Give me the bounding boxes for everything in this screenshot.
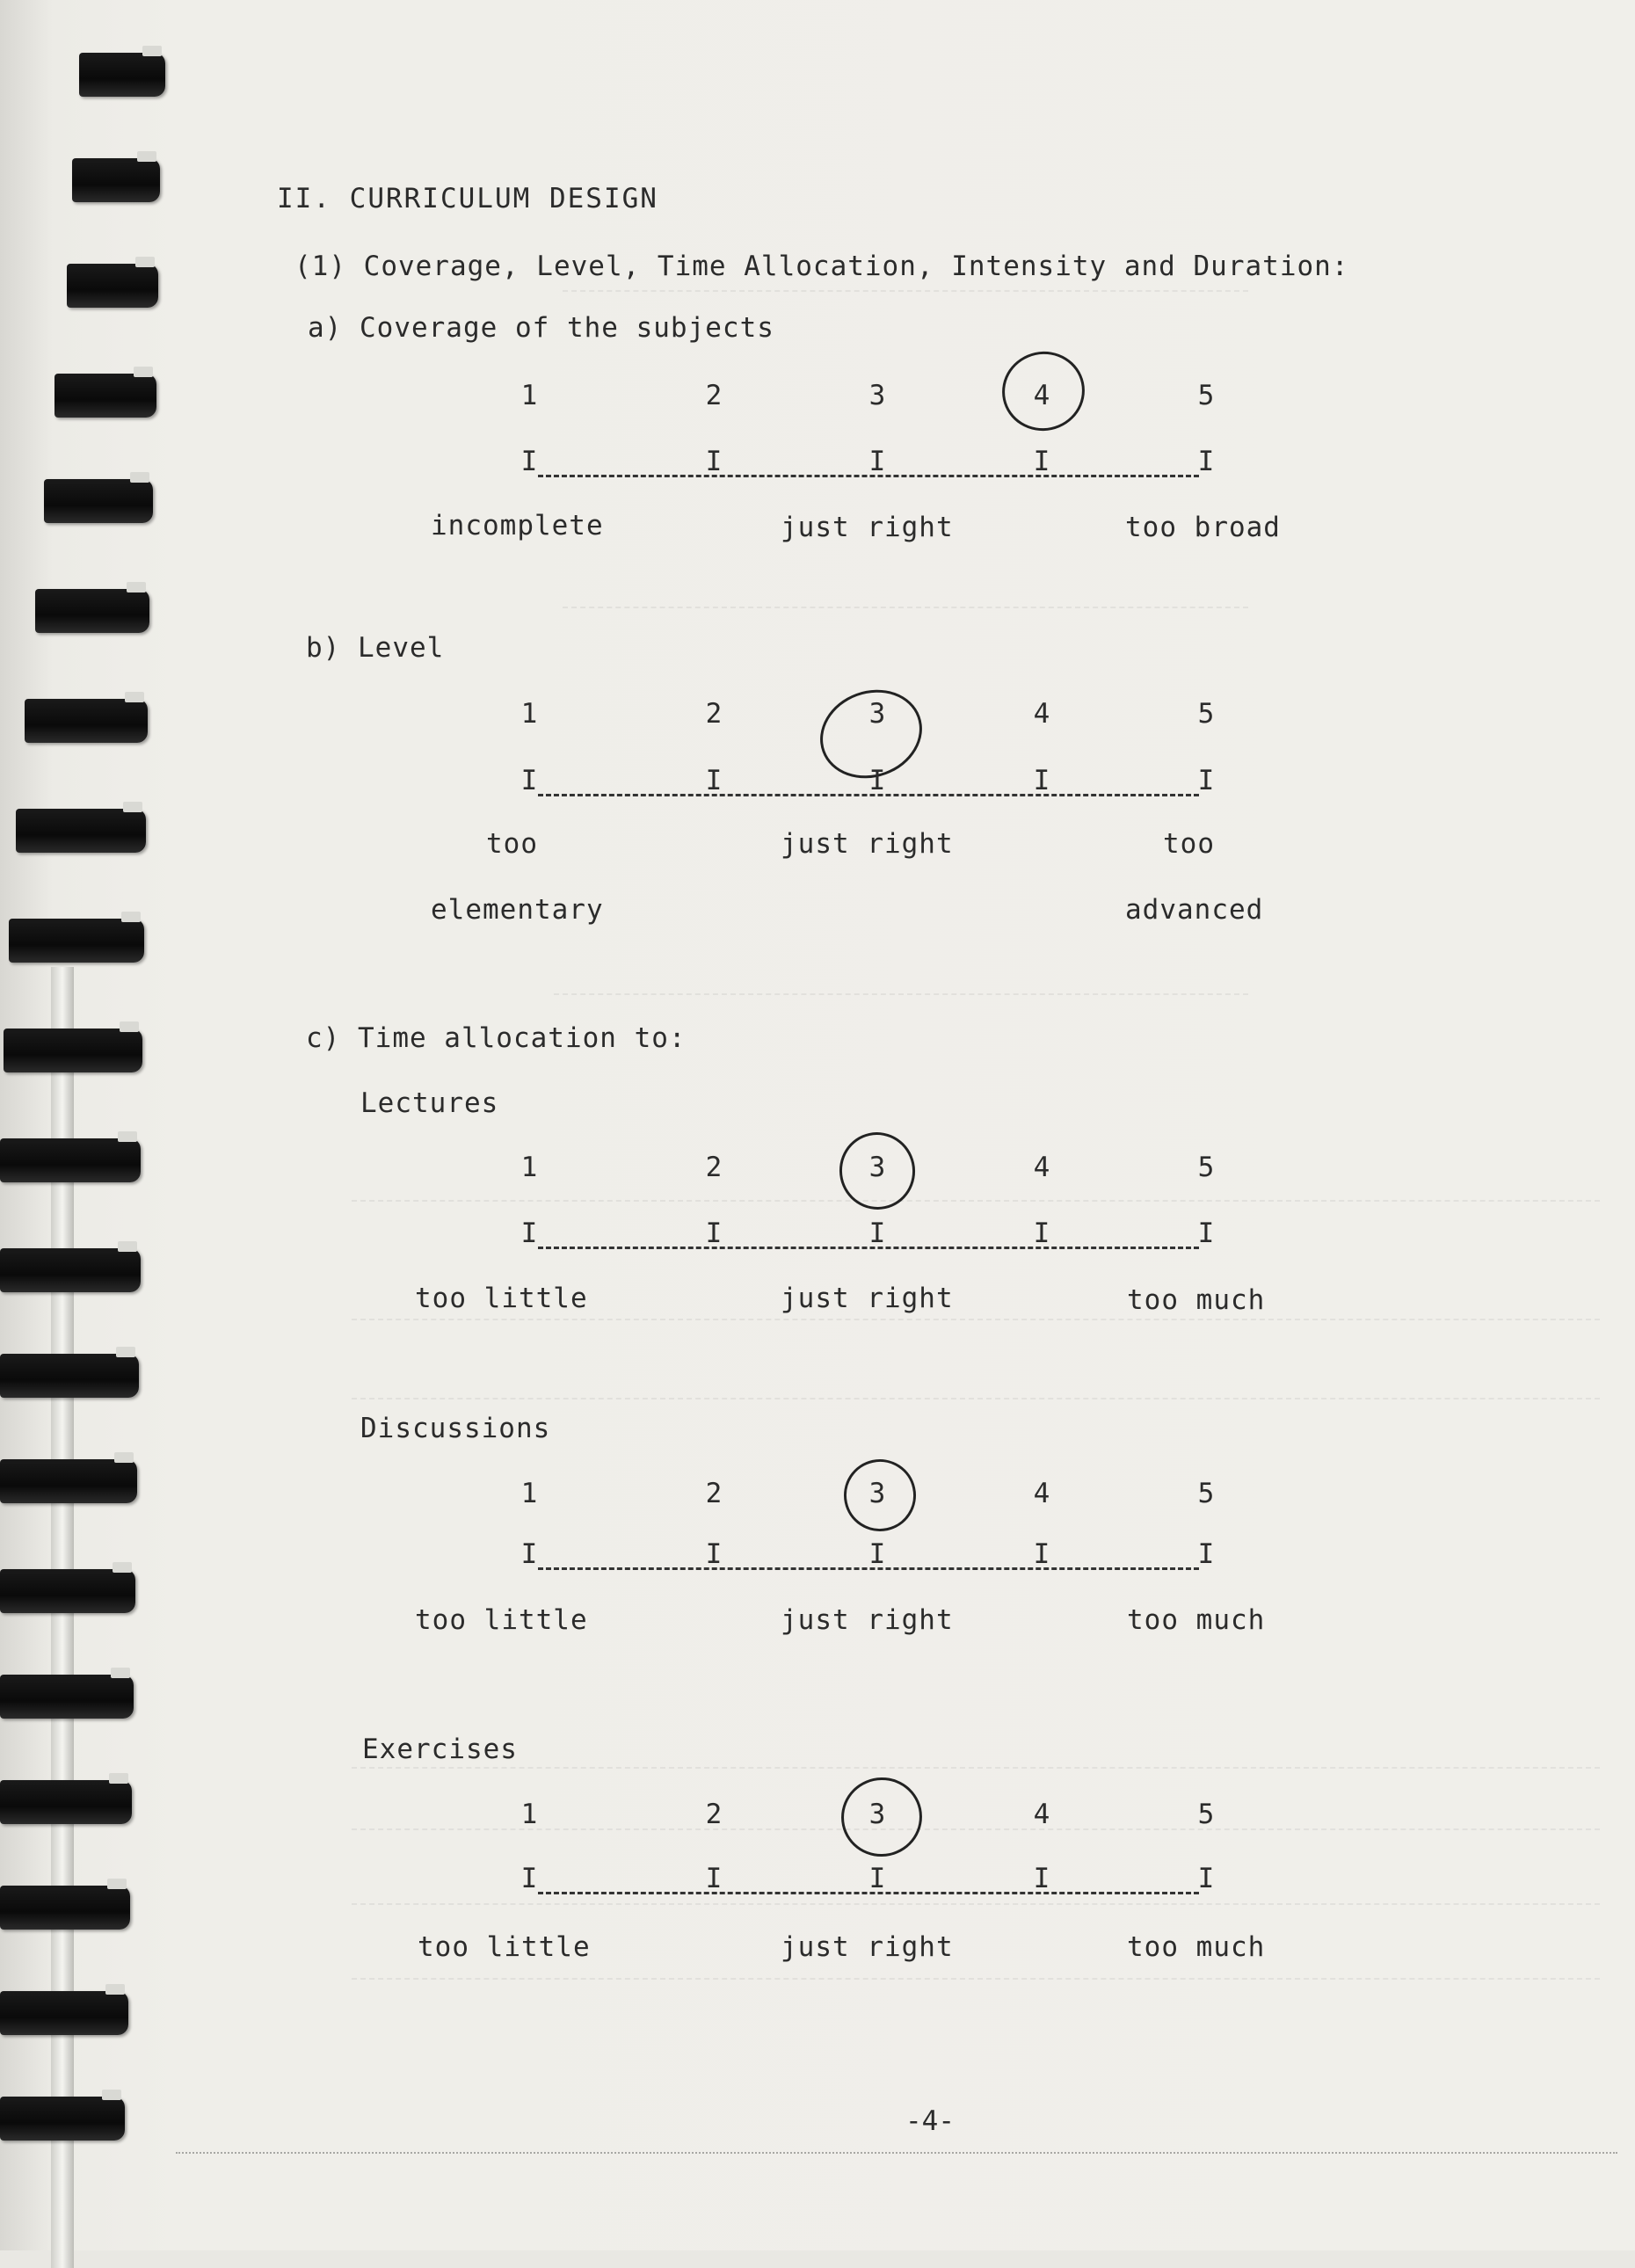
scale-tick: I <box>705 1863 723 1894</box>
subheading-exercises: Exercises <box>362 1734 518 1765</box>
bleed-through-line <box>352 1398 1600 1399</box>
bleed-through-line <box>352 1978 1600 1980</box>
scale-number-4: 4 <box>1033 1478 1050 1509</box>
bleed-through-line <box>352 1319 1600 1320</box>
scale-number-1: 1 <box>520 1799 538 1830</box>
anchor-right: too broad <box>1125 512 1281 543</box>
anchor-middle: just right <box>781 1604 954 1636</box>
item-heading-time-allocation: c) Time allocation to: <box>306 1022 687 1054</box>
scale-number-1: 1 <box>520 380 538 411</box>
scale-tick: I <box>705 765 723 796</box>
spiral-binding <box>0 35 176 2233</box>
scale-tick: I <box>1033 765 1050 796</box>
binding-ring <box>35 589 149 633</box>
scale-number-2: 2 <box>705 1478 723 1509</box>
scale-line <box>538 1567 1199 1570</box>
anchor-left: too <box>486 828 538 860</box>
binding-ring <box>0 2097 125 2141</box>
scale-number-3: 3 <box>868 1478 886 1509</box>
anchor-middle: just right <box>781 1931 954 1963</box>
anchor-left-line2: elementary <box>431 894 604 926</box>
scale-tick: I <box>520 1538 538 1570</box>
binding-ring <box>0 1886 130 1930</box>
scale-tick: I <box>1197 765 1215 796</box>
bleed-through-line <box>563 290 1248 292</box>
scale-number-4: 4 <box>1033 698 1050 730</box>
scale-number-4: 4 <box>1033 1152 1050 1183</box>
item-heading-level: b) Level <box>306 632 445 664</box>
scale-tick: I <box>868 1538 886 1570</box>
binding-ring <box>4 1029 142 1072</box>
binding-ring <box>0 1248 141 1292</box>
scale-number-2: 2 <box>705 1152 723 1183</box>
binding-ring <box>72 158 160 202</box>
scale-number-2: 2 <box>705 1799 723 1830</box>
scale-tick: I <box>1033 1218 1050 1249</box>
scale-number-5: 5 <box>1197 380 1215 411</box>
scale-number-4: 4 <box>1033 1799 1050 1830</box>
section-title: II. CURRICULUM DESIGN <box>277 183 658 214</box>
binding-ring <box>44 479 153 523</box>
scale-tick: I <box>1197 1538 1215 1570</box>
bleed-through-line <box>352 1828 1600 1830</box>
anchor-right-line2: advanced <box>1125 894 1264 926</box>
page-number: -4- <box>905 2105 955 2137</box>
selected-rating-circle <box>995 344 1093 439</box>
anchor-left: too little <box>415 1604 588 1636</box>
selected-rating-circle <box>832 1125 922 1217</box>
scale-line <box>538 475 1199 477</box>
binding-ring <box>67 264 158 308</box>
selected-rating-circle <box>837 1452 922 1537</box>
scale-number-3: 3 <box>868 698 886 730</box>
scale-tick: I <box>520 765 538 796</box>
binding-ring <box>0 1675 134 1719</box>
binding-ring <box>25 699 148 743</box>
scale-number-2: 2 <box>705 698 723 730</box>
binding-ring <box>0 1354 139 1398</box>
anchor-right: too much <box>1127 1284 1266 1316</box>
subheading-lectures: Lectures <box>360 1087 499 1119</box>
scale-tick: I <box>705 446 723 477</box>
binding-ring <box>0 1780 132 1824</box>
anchor-middle: just right <box>781 1283 954 1314</box>
scale-number-2: 2 <box>705 380 723 411</box>
subheading-discussions: Discussions <box>360 1413 551 1444</box>
scale-tick: I <box>520 446 538 477</box>
selected-rating-circle <box>834 1770 930 1864</box>
bleed-through-line <box>352 1200 1600 1202</box>
scale-tick: I <box>1033 1538 1050 1570</box>
anchor-left: too little <box>418 1931 591 1963</box>
scale-number-5: 5 <box>1197 698 1215 730</box>
bleed-through-line <box>554 993 1248 995</box>
scale-number-5: 5 <box>1197 1152 1215 1183</box>
binding-ring <box>54 374 156 418</box>
scale-number-3: 3 <box>868 1152 886 1183</box>
anchor-left: incomplete <box>431 510 604 542</box>
scale-tick: I <box>1033 446 1050 477</box>
scale-tick: I <box>705 1218 723 1249</box>
scale-number-1: 1 <box>520 1478 538 1509</box>
scale-number-3: 3 <box>868 1799 886 1830</box>
scale-tick: I <box>1033 1863 1050 1894</box>
scale-tick: I <box>868 1863 886 1894</box>
subsection-title: (1) Coverage, Level, Time Allocation, Intensity and Duration: <box>294 251 1349 282</box>
scale-tick: I <box>868 765 886 796</box>
binding-ring <box>16 809 146 853</box>
anchor-right: too much <box>1127 1931 1266 1963</box>
binding-ring <box>0 1569 135 1613</box>
scale-tick: I <box>868 1218 886 1249</box>
scale-tick: I <box>705 1538 723 1570</box>
bleed-through-line <box>563 607 1248 608</box>
binding-ring <box>0 1138 141 1182</box>
scale-tick: I <box>520 1218 538 1249</box>
bottom-edge-rule <box>176 2152 1617 2154</box>
scale-line <box>538 1247 1199 1249</box>
scale-number-1: 1 <box>520 698 538 730</box>
anchor-left: too little <box>415 1283 588 1314</box>
scale-tick: I <box>520 1863 538 1894</box>
anchor-right: too much <box>1127 1604 1266 1636</box>
scale-tick: I <box>1197 1863 1215 1894</box>
binding-ring <box>9 919 144 963</box>
binding-ring <box>0 1991 128 2035</box>
scale-line <box>538 1892 1199 1894</box>
anchor-middle: just right <box>781 828 954 860</box>
binding-ring <box>79 53 165 97</box>
scale-number-1: 1 <box>520 1152 538 1183</box>
binding-ring <box>0 1459 137 1503</box>
scale-number-3: 3 <box>868 380 886 411</box>
item-heading-coverage: a) Coverage of the subjects <box>308 312 774 344</box>
scale-tick: I <box>1197 1218 1215 1249</box>
bleed-through-line <box>352 1903 1600 1905</box>
anchor-middle: just right <box>781 512 954 543</box>
scale-tick: I <box>868 446 886 477</box>
bleed-through-line <box>352 1767 1600 1769</box>
scale-number-5: 5 <box>1197 1478 1215 1509</box>
scale-number-5: 5 <box>1197 1799 1215 1830</box>
anchor-right: too <box>1163 828 1215 860</box>
scale-tick: I <box>1197 446 1215 477</box>
scale-line <box>538 794 1199 796</box>
scale-number-4: 4 <box>1033 380 1050 411</box>
